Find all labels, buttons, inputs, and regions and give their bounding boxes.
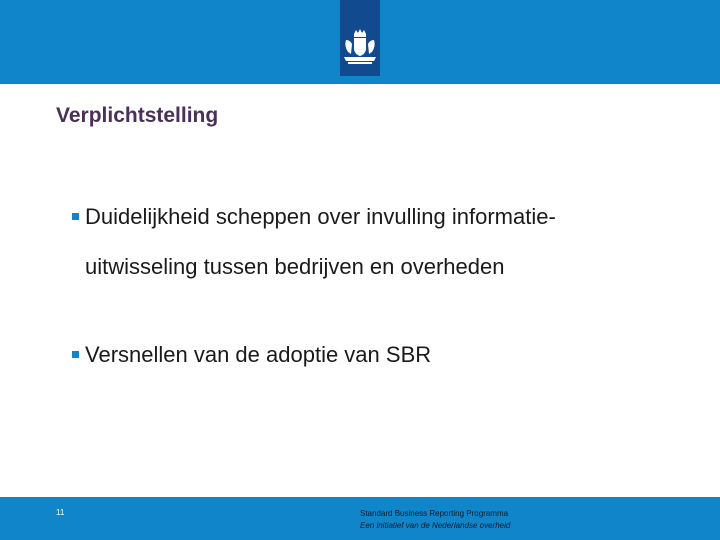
footer-credits — [360, 508, 510, 532]
emblem-panel — [340, 0, 380, 76]
slide-title: Verplichtstelling — [56, 104, 219, 127]
square-bullet-icon — [72, 213, 79, 220]
coat-of-arms-icon — [342, 28, 378, 66]
bullet-text: Versnellen van de adoptie van SBR — [85, 342, 432, 367]
square-bullet-icon — [72, 351, 79, 358]
header-bar — [0, 0, 720, 84]
bullet-item — [72, 330, 431, 380]
page-number: 11 — [56, 508, 65, 517]
program-name: Standard Business Reporting Programma — [360, 509, 509, 518]
bullet-text-continued: uitwisseling tussen bedrijven en overheden — [85, 254, 505, 279]
bullet-text: Duidelijkheid scheppen over invulling informatie- — [85, 204, 556, 229]
program-tagline: Een initiatief van de Nederlandse overheid — [360, 521, 511, 530]
bullet-item — [72, 192, 556, 292]
